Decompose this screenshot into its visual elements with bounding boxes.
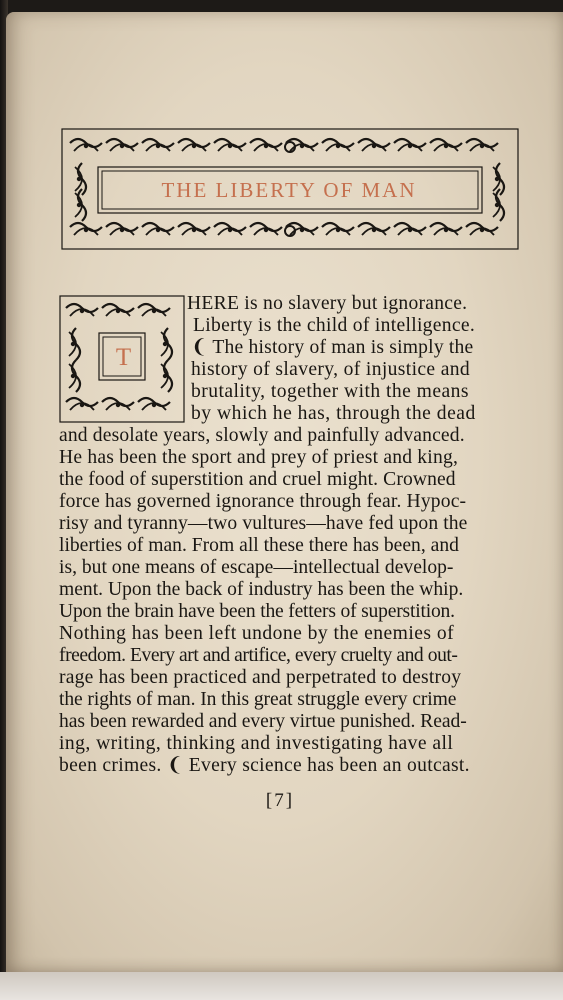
body-line: brutality, together with the means bbox=[191, 381, 469, 402]
body-line: by which he has, through the dead bbox=[191, 403, 476, 424]
page-number: [7] bbox=[265, 790, 295, 811]
body-line: the food of superstition and cruel might. Crowned bbox=[59, 469, 456, 490]
body-line: ing, writing, thinking and investigating have all bbox=[59, 733, 454, 754]
body-line: force has governed ignorance through fear. Hypoc- bbox=[59, 491, 467, 512]
body-line: history of slavery, of injustice and bbox=[191, 359, 471, 380]
body-line: Upon the brain have been the fetters of superstition. bbox=[59, 601, 455, 622]
body-line: and desolate years, slowly and painfully advanced. bbox=[59, 425, 465, 446]
drop-cap-letter: T bbox=[115, 344, 132, 371]
body-line: Liberty is the child of intelligence. bbox=[193, 315, 476, 336]
chapter-title: THE LIBERTY OF MAN bbox=[161, 178, 417, 202]
body-line: Nothing has been left undone by the enemies of bbox=[59, 623, 455, 644]
page-bottom-edge bbox=[0, 972, 563, 1000]
body-line: liberties of man. From all these there has been, and bbox=[59, 535, 459, 556]
body-line: HERE is no slavery but ignorance. bbox=[187, 293, 468, 314]
body-line: the rights of man. In this great struggle every crime bbox=[59, 689, 457, 710]
body-line: rage has been practiced and perpetrated to destroy bbox=[59, 667, 462, 688]
body-line: He has been the sport and prey of priest and king, bbox=[59, 447, 459, 468]
body-line: risy and tyranny—two vultures—have fed upon the bbox=[59, 513, 468, 534]
body-line: been crimes. ❨ Every science has been an outcast. bbox=[59, 755, 470, 776]
body-line: freedom. Every art and artifice, every cruelty and out- bbox=[59, 645, 458, 666]
body-line: ment. Upon the back of industry has been the whip. bbox=[59, 579, 464, 600]
body-line: is, but one means of escape—intellectual develop- bbox=[59, 557, 454, 578]
body-line: ❨ The history of man is simply the bbox=[191, 337, 474, 358]
body-line: has been rewarded and every virtue punished. Read- bbox=[59, 711, 467, 732]
